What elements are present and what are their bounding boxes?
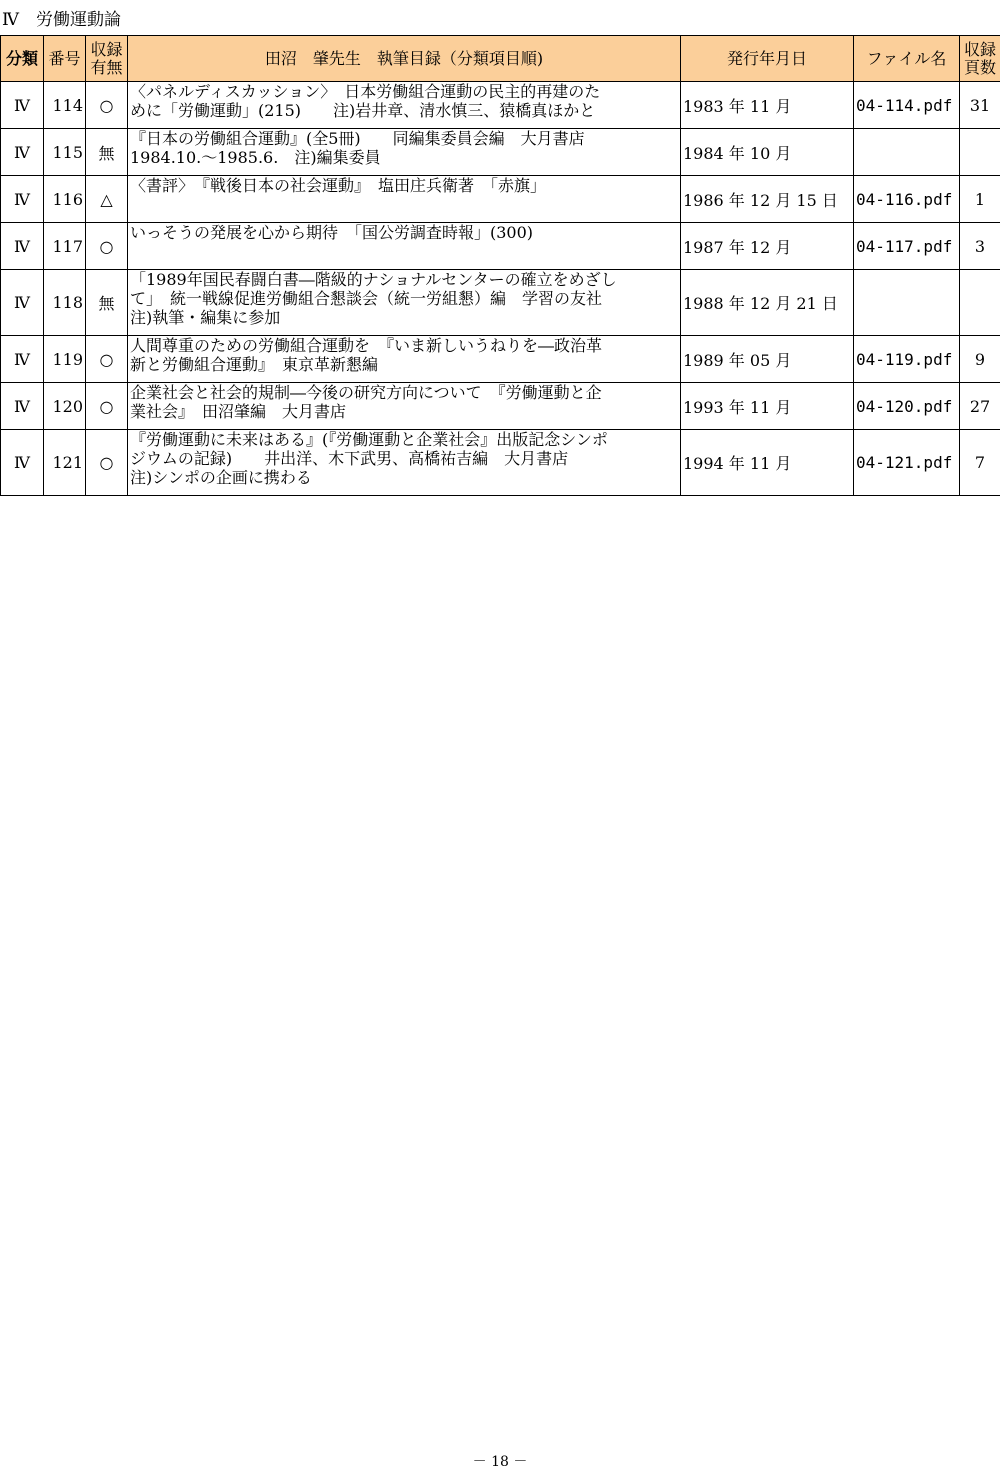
- title-cell: [128, 430, 681, 496]
- file-link[interactable]: 04-120.pdf: [854, 383, 960, 430]
- table-row: [1, 383, 1000, 430]
- title-cell: [128, 82, 681, 129]
- recorded-cell: ○: [86, 336, 128, 383]
- table-header-row: [1, 36, 1000, 82]
- header-pages-line: 頁数: [962, 59, 998, 77]
- section-title: Ⅳ 労働運動論: [2, 8, 121, 32]
- title-line: 〈パネルディスカッション〉 日本労働組合運動の民主的再建のた: [130, 82, 678, 101]
- file-link[interactable]: [854, 270, 960, 336]
- title-line: 〈書評〉 『戦後日本の社会運動』 塩田庄兵衛著 「赤旗」: [130, 176, 678, 195]
- file-link[interactable]: 04-114.pdf: [854, 82, 960, 129]
- title-line: いっそうの発展を心から期待 「国公労調査時報」(300): [130, 223, 678, 242]
- title-line: 人間尊重のための労働組合運動を 『いま新しいうねりを―政治革: [130, 336, 678, 355]
- number-cell: 120: [44, 383, 86, 430]
- page-number: － 18 －: [0, 1451, 1000, 1471]
- file-link[interactable]: 04-116.pdf: [854, 176, 960, 223]
- title-line: めに「労働運動」(215) 注)岩井章、清水慎三、猿橋真ほかと: [130, 101, 678, 120]
- pages-cell: 7: [960, 430, 1000, 496]
- pages-cell: [960, 129, 1000, 176]
- title-line: 注)執筆・編集に参加: [130, 308, 678, 327]
- category-cell: Ⅳ: [1, 82, 44, 129]
- number-cell: 114: [44, 82, 86, 129]
- file-link[interactable]: 04-117.pdf: [854, 223, 960, 270]
- header-pages: [960, 36, 1000, 82]
- header-recorded-line: 収録: [88, 41, 125, 59]
- table-row: [1, 430, 1000, 496]
- pages-cell: [960, 270, 1000, 336]
- title-line: 「1989年国民春闘白書―階級的ナショナルセンターの確立をめざし: [130, 270, 678, 289]
- table-row: [1, 82, 1000, 129]
- category-cell: Ⅳ: [1, 336, 44, 383]
- table-row: [1, 129, 1000, 176]
- header-category: 分類: [1, 36, 44, 82]
- recorded-cell: 無: [86, 270, 128, 336]
- table-row: [1, 223, 1000, 270]
- category-cell: Ⅳ: [1, 383, 44, 430]
- table-row: [1, 270, 1000, 336]
- header-recorded-line: 有無: [88, 59, 125, 77]
- title-cell: [128, 383, 681, 430]
- title-cell: [128, 176, 681, 223]
- category-cell: Ⅳ: [1, 223, 44, 270]
- title-cell: [128, 223, 681, 270]
- table-row: [1, 336, 1000, 383]
- date-cell: 1994 年 11 月: [681, 430, 854, 496]
- recorded-cell: 無: [86, 129, 128, 176]
- date-cell: 1989 年 05 月: [681, 336, 854, 383]
- header-file: ファイル名: [854, 36, 960, 82]
- number-cell: 121: [44, 430, 86, 496]
- title-line: ジウムの記録) 井出洋、木下武男、高橋祐吉編 大月書店: [130, 449, 678, 468]
- title-cell: [128, 270, 681, 336]
- file-link[interactable]: 04-121.pdf: [854, 430, 960, 496]
- pages-cell: 1: [960, 176, 1000, 223]
- header-pages-line: 収録: [962, 41, 998, 59]
- recorded-cell: ○: [86, 82, 128, 129]
- number-cell: 117: [44, 223, 86, 270]
- category-cell: Ⅳ: [1, 129, 44, 176]
- table-row: [1, 176, 1000, 223]
- header-title: 田沼 肇先生 執筆目録（分類項目順): [128, 36, 681, 82]
- pages-cell: 31: [960, 82, 1000, 129]
- file-link[interactable]: [854, 129, 960, 176]
- date-cell: 1984 年 10 月: [681, 129, 854, 176]
- number-cell: 116: [44, 176, 86, 223]
- header-number: 番号: [44, 36, 86, 82]
- date-cell: 1988 年 12 月 21 日: [681, 270, 854, 336]
- catalog-table: [0, 35, 1000, 496]
- title-line: 『日本の労働組合運動』(全5冊) 同編集委員会編 大月書店: [130, 129, 678, 148]
- pages-cell: 27: [960, 383, 1000, 430]
- date-cell: 1983 年 11 月: [681, 82, 854, 129]
- title-line: 『労働運動に未来はある』(『労働運動と企業社会』出版記念シンポ: [130, 430, 678, 449]
- pages-cell: 3: [960, 223, 1000, 270]
- recorded-cell: ○: [86, 383, 128, 430]
- number-cell: 115: [44, 129, 86, 176]
- title-line: 企業社会と社会的規制―今後の研究方向について 『労働運動と企: [130, 383, 678, 402]
- category-cell: Ⅳ: [1, 270, 44, 336]
- date-cell: 1987 年 12 月: [681, 223, 854, 270]
- date-cell: 1993 年 11 月: [681, 383, 854, 430]
- recorded-cell: △: [86, 176, 128, 223]
- number-cell: 119: [44, 336, 86, 383]
- title-cell: [128, 336, 681, 383]
- file-link[interactable]: 04-119.pdf: [854, 336, 960, 383]
- pages-cell: 9: [960, 336, 1000, 383]
- number-cell: 118: [44, 270, 86, 336]
- header-date: 発行年月日: [681, 36, 854, 82]
- title-line: 1984.10.～1985.6. 注)編集委員: [130, 148, 678, 167]
- title-line: 注)シンポの企画に携わる: [130, 468, 678, 487]
- title-line: 新と労働組合運動』 東京革新懇編: [130, 355, 678, 374]
- recorded-cell: ○: [86, 223, 128, 270]
- header-recorded: [86, 36, 128, 82]
- title-cell: [128, 129, 681, 176]
- category-cell: Ⅳ: [1, 176, 44, 223]
- recorded-cell: ○: [86, 430, 128, 496]
- title-line: て」 統一戦線促進労働組合懇談会（統一労組懇）編 学習の友社: [130, 289, 678, 308]
- category-cell: Ⅳ: [1, 430, 44, 496]
- title-line: 業社会』 田沼肇編 大月書店: [130, 402, 678, 421]
- date-cell: 1986 年 12 月 15 日: [681, 176, 854, 223]
